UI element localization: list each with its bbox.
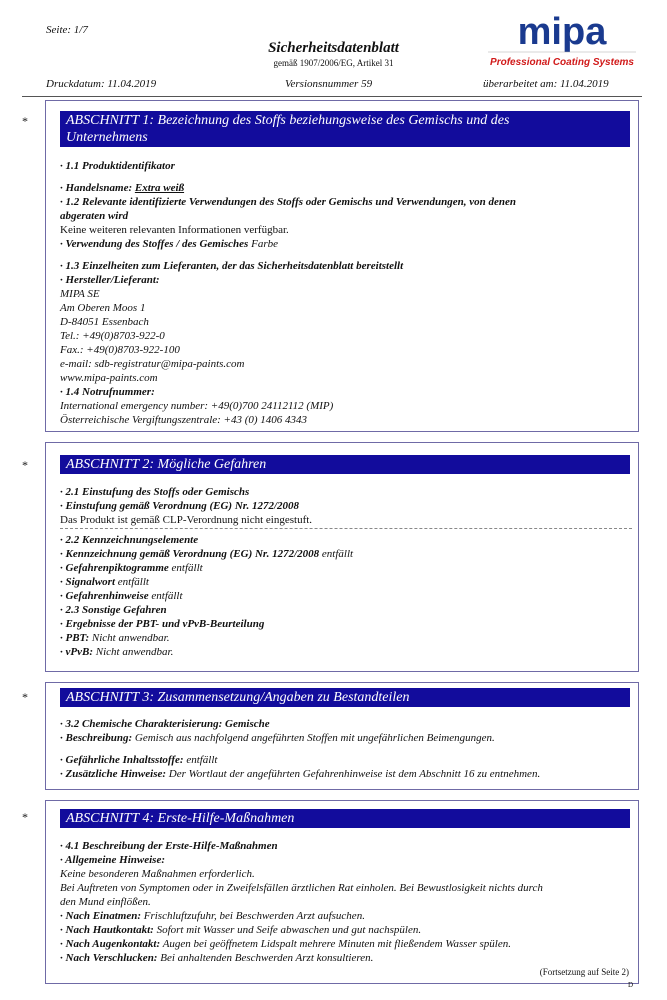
description: · Beschreibung: Gemisch aus nachfolgend angeführten Stoffen mit ungefährlichen Beimengungen.	[60, 732, 495, 744]
language-mark: D	[627, 981, 633, 989]
use-of-substance: · Verwendung des Stoffes / des Gemisches Farbe	[60, 238, 278, 250]
change-marker: *	[22, 690, 28, 704]
section-3	[45, 682, 639, 790]
other-hazards-heading: · 2.3 Sonstige Gefahren	[60, 604, 167, 616]
section-4-heading: ABSCHNITT 4: Erste-Hilfe-Maßnahmen	[60, 809, 630, 828]
section-1-heading-line-2: Unternehmens	[66, 130, 148, 145]
emergency-number-intl: International emergency number: +49(0)700 24112112 (MIP)	[60, 400, 334, 412]
supplier-details-heading: · 1.3 Einzelheiten zum Lieferanten, der das Sicherheitsdatenblatt bereitstellt	[60, 260, 404, 272]
fax: Fax.: +49(0)8703-922-100	[60, 344, 180, 356]
document-title: Sicherheitsdatenblatt	[268, 40, 399, 56]
document-subtitle: gemäß 1907/2006/EG, Artikel 31	[273, 58, 394, 68]
logo-word: mipa	[517, 11, 607, 53]
mipa-logo	[484, 8, 640, 72]
general-notes-text: Keine besonderen Maßnahmen erforderlich.	[60, 868, 255, 880]
section-1-heading	[60, 111, 630, 147]
change-marker: *	[22, 458, 28, 472]
after-skin-contact: · Nach Hautkontakt: Sofort mit Wasser und Seife abwaschen und gut nachspülen.	[60, 924, 422, 936]
print-date: Druckdatum: 11.04.2019	[46, 78, 157, 90]
version-number: Versionsnummer 59	[285, 78, 373, 90]
section-1-heading-line-1: ABSCHNITT 1: Bezeichnung des Stoffs beziehungsweise des Gemischs und des	[66, 113, 510, 128]
trade-name: · Handelsname: Extra weiß	[60, 182, 185, 194]
manufacturer-label: · Hersteller/Lieferant:	[60, 274, 160, 286]
website: www.mipa-paints.com	[60, 372, 158, 384]
email: e-mail: sdb-registratur@mipa-paints.com	[60, 358, 245, 370]
general-notes-label: · Allgemeine Hinweise:	[60, 854, 165, 866]
pbt-vpvb-heading: · Ergebnisse der PBT- und vPvB-Beurteilung	[60, 618, 265, 630]
page-number: Seite: 1/7	[46, 24, 88, 36]
section-2	[45, 442, 639, 672]
after-eye-contact: · Nach Augenkontakt: Augen bei geöffnetem Lidspalt mehrere Minuten mit fließendem Wasser spülen.	[60, 938, 511, 950]
section-4	[45, 800, 639, 984]
additional-notes: · Zusätzliche Hinweise: Der Wortlaut der angeführten Gefahrenhinweise ist dem Abschnitt 16 zu entnehmen.	[60, 768, 541, 780]
section-3-heading: ABSCHNITT 3: Zusammensetzung/Angaben zu Bestandteilen	[60, 688, 630, 707]
section-divider	[60, 528, 632, 529]
labelling-regulation: · Kennzeichnung gemäß Verordnung (EG) Nr. 1272/2008 entfällt	[60, 548, 354, 560]
address-line: MIPA SE	[60, 288, 100, 300]
address-line: D-84051 Essenbach	[60, 316, 149, 328]
section-2-heading: ABSCHNITT 2: Mögliche Gefahren	[60, 455, 630, 474]
hazard-statements: · Gefahrenhinweise entfällt	[60, 590, 183, 602]
emergency-number-at: Österreichische Vergiftungszentrale: +43 (0) 1406 4343	[60, 414, 308, 426]
classification-text: Das Produkt ist gemäß CLP-Verordnung nicht eingestuft.	[60, 514, 313, 526]
address-line: Am Oberen Moos 1	[60, 302, 146, 314]
no-info-text: Keine weiteren relevanten Informationen verfügbar.	[60, 224, 289, 236]
relevant-uses-heading-cont: abgeraten wird	[60, 210, 129, 222]
revision-date: überarbeitet am: 11.04.2019	[483, 78, 609, 90]
symptoms-text-cont: den Mund einflößen.	[60, 896, 151, 908]
hazardous-ingredients: · Gefährliche Inhaltsstoffe: entfällt	[60, 754, 218, 766]
header-rule	[22, 96, 642, 97]
product-identifier-label: · 1.1 Produktidentifikator	[60, 160, 175, 172]
phone: Tel.: +49(0)8703-922-0	[60, 330, 165, 342]
emergency-number-label: · 1.4 Notrufnummer:	[60, 386, 155, 398]
signal-word: · Signalwort entfällt	[60, 576, 149, 588]
change-marker: *	[22, 114, 28, 128]
vpvb-result: · vPvB: Nicht anwendbar.	[60, 646, 174, 658]
relevant-uses-heading: · 1.2 Relevante identifizierte Verwendungen des Stoffs oder Gemischs und Verwendungen, von denen	[60, 196, 517, 208]
logo-tagline: Professional Coating Systems	[490, 57, 634, 68]
pbt-result: · PBT: Nicht anwendbar.	[60, 632, 170, 644]
first-aid-heading: · 4.1 Beschreibung der Erste-Hilfe-Maßnahmen	[60, 840, 278, 852]
chemical-characterisation: · 3.2 Chemische Charakterisierung: Gemische	[60, 718, 270, 730]
change-marker: *	[22, 810, 28, 824]
hazard-pictograms: · Gefahrenpiktogramme entfällt	[60, 562, 203, 574]
after-inhalation: · Nach Einatmen: Frischluftzufuhr, bei Beschwerden Arzt aufsuchen.	[60, 910, 365, 922]
classification-regulation: · Einstufung gemäß Verordnung (EG) Nr. 1272/2008	[60, 500, 299, 512]
continuation-note: (Fortsetzung auf Seite 2)	[539, 967, 629, 977]
label-elements-heading: · 2.2 Kennzeichnungselemente	[60, 534, 199, 546]
classification-heading: · 2.1 Einstufung des Stoffs oder Gemischs	[60, 486, 250, 498]
section-1	[45, 100, 639, 432]
after-swallowing: · Nach Verschlucken: Bei anhaltenden Beschwerden Arzt konsultieren.	[60, 952, 374, 964]
symptoms-text: Bei Auftreten von Symptomen oder in Zweifelsfällen ärztlichen Rat einholen. Bei Bewustlosigkeit nichts durch	[60, 882, 543, 894]
